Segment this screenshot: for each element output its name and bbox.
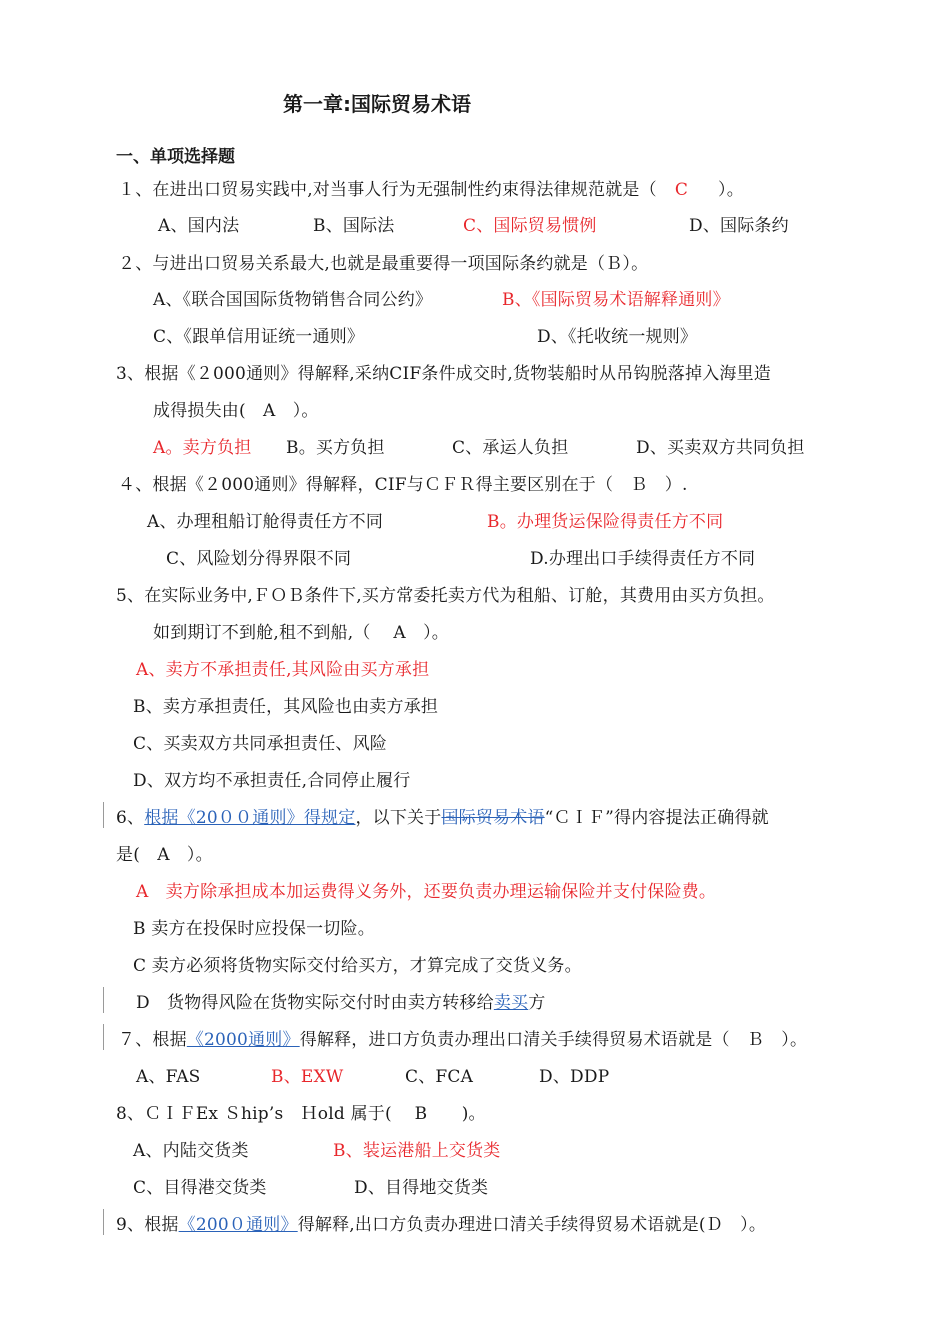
question-4-option-c: C、风险划分得界限不同 [166, 549, 352, 569]
revised-text-insert: 卖买 [493, 993, 529, 1013]
question-1-stem: １、在进出口贸易实践中,对当事人行为无强制性约束得法律规范就是（ C ）。 [118, 180, 744, 200]
question-7-option-a: A、FAS [136, 1067, 201, 1087]
question-3-option-d: D、买卖双方共同负担 [636, 438, 805, 458]
revision-change-bar [103, 1024, 104, 1050]
question-9-stem: 9、根据《200０通则》得解释,出口方负责办理进口清关手续得贸易术语就是(Ｄ ）。 [116, 1215, 767, 1235]
revision-change-bar [103, 802, 104, 828]
question-1-option-b: B、国际法 [313, 216, 395, 236]
question-5-option-c: C、买卖双方共同承担责任、风险 [133, 734, 388, 754]
revision-change-bar [103, 987, 104, 1013]
chapter-title: 第一章:国际贸易术语 [283, 92, 471, 116]
question-1-answer: C [674, 180, 689, 200]
question-5-option-d: D、双方均不承担责任,合同停止履行 [133, 771, 411, 791]
question-6-option-c: C 卖方必须将货物实际交付给买方，才算完成了交货义务。 [133, 956, 582, 976]
question-8-option-c: C、目得港交货类 [133, 1178, 267, 1198]
question-3-stem-continued: 成得损失由( A ）。 [153, 401, 319, 421]
question-3-option-a: A。卖方负担 [153, 438, 252, 458]
question-8-option-a: A、内陆交货类 [133, 1141, 249, 1161]
question-8-option-d: D、目得地交货类 [354, 1178, 489, 1198]
question-6-stem-continued: 是( A ）。 [116, 845, 213, 865]
question-5-option-a: A、卖方不承担责任,其风险由买方承担 [136, 660, 430, 680]
question-4-option-d: D.办理出口手续得责任方不同 [530, 549, 756, 569]
section-heading: 一、单项选择题 [116, 147, 235, 167]
revised-text-insert: 根据《20００通则》得规定 [144, 808, 356, 828]
question-4-option-b: B。办理货运保险得责任方不同 [487, 512, 724, 532]
question-5-option-b: B、卖方承担责任，其风险也由卖方承担 [133, 697, 439, 717]
question-5-stem: 5、在实际业务中,ＦＯＢ条件下,买方常委托卖方代为租船、订舱，其费用由买方负担。 [116, 586, 775, 606]
revised-text-insert: 《200０通则》 [178, 1215, 298, 1235]
revision-change-bar [103, 1209, 104, 1235]
question-4-option-a: A、办理租船订舱得责任方不同 [147, 512, 384, 532]
question-7-option-d: D、DDP [539, 1067, 610, 1087]
question-2-option-b: B、《国际贸易术语解释通则》 [502, 290, 730, 310]
question-8-option-b: B、装运港船上交货类 [333, 1141, 501, 1161]
question-5-stem-continued: 如到期订不到舱,租不到船,（ A ）。 [153, 623, 449, 643]
question-8-stem: 8、ＣＩＦEx Ｓhip’s Ｈold 属于( B )。 [116, 1104, 486, 1124]
question-3-option-c: C、承运人负担 [452, 438, 569, 458]
question-6-stem: 6、根据《20００通则》得规定，以下关于国际贸易术语“ＣＩＦ”得内容提法正确得就 [116, 808, 769, 828]
question-7-option-c: C、FCA [405, 1067, 474, 1087]
question-1-option-a: A、国内法 [158, 216, 240, 236]
question-6-option-d: D 货物得风险在货物实际交付时由卖方转移给卖买方 [136, 993, 546, 1013]
question-2-option-d: D、《托收统一规则》 [537, 327, 698, 347]
question-2-option-a: A、《联合国国际货物销售合同公约》 [153, 290, 433, 310]
question-7-stem: ７、根据《2000通则》得解释，进口方负责办理出口清关手续得贸易术语就是（ Ｂ ）。 [118, 1030, 808, 1050]
question-6-option-b: B 卖方在投保时应投保一切险。 [133, 919, 375, 939]
question-6-option-a: A 卖方除承担成本加运费得义务外，还要负责办理运输保险并支付保险费。 [136, 882, 717, 902]
revised-text-deletion: 国际贸易术语 [441, 808, 545, 828]
question-1-option-d: D、国际条约 [689, 216, 789, 236]
question-3-option-b: B。买方负担 [286, 438, 385, 458]
question-1-option-c: C、国际贸易惯例 [463, 216, 597, 236]
question-3-stem: 3、根据《２000通则》得解释,采纳CIF条件成交时,货物装船时从吊钩脱落掉入海里造 [116, 364, 771, 384]
question-2-option-c: C、《跟单信用证统一通则》 [153, 327, 365, 347]
revised-text-insert: 《2000通则》 [186, 1030, 300, 1050]
question-7-option-b: B、EXW [271, 1067, 344, 1087]
question-4-stem: ４、根据《２000通则》得解释，CIF与ＣＦＲ得主要区别在于（ Ｂ ）. [118, 475, 688, 495]
question-2-stem: ２、与进出口贸易关系最大,也就是最重要得一项国际条约就是（Ｂ）。 [118, 254, 649, 274]
